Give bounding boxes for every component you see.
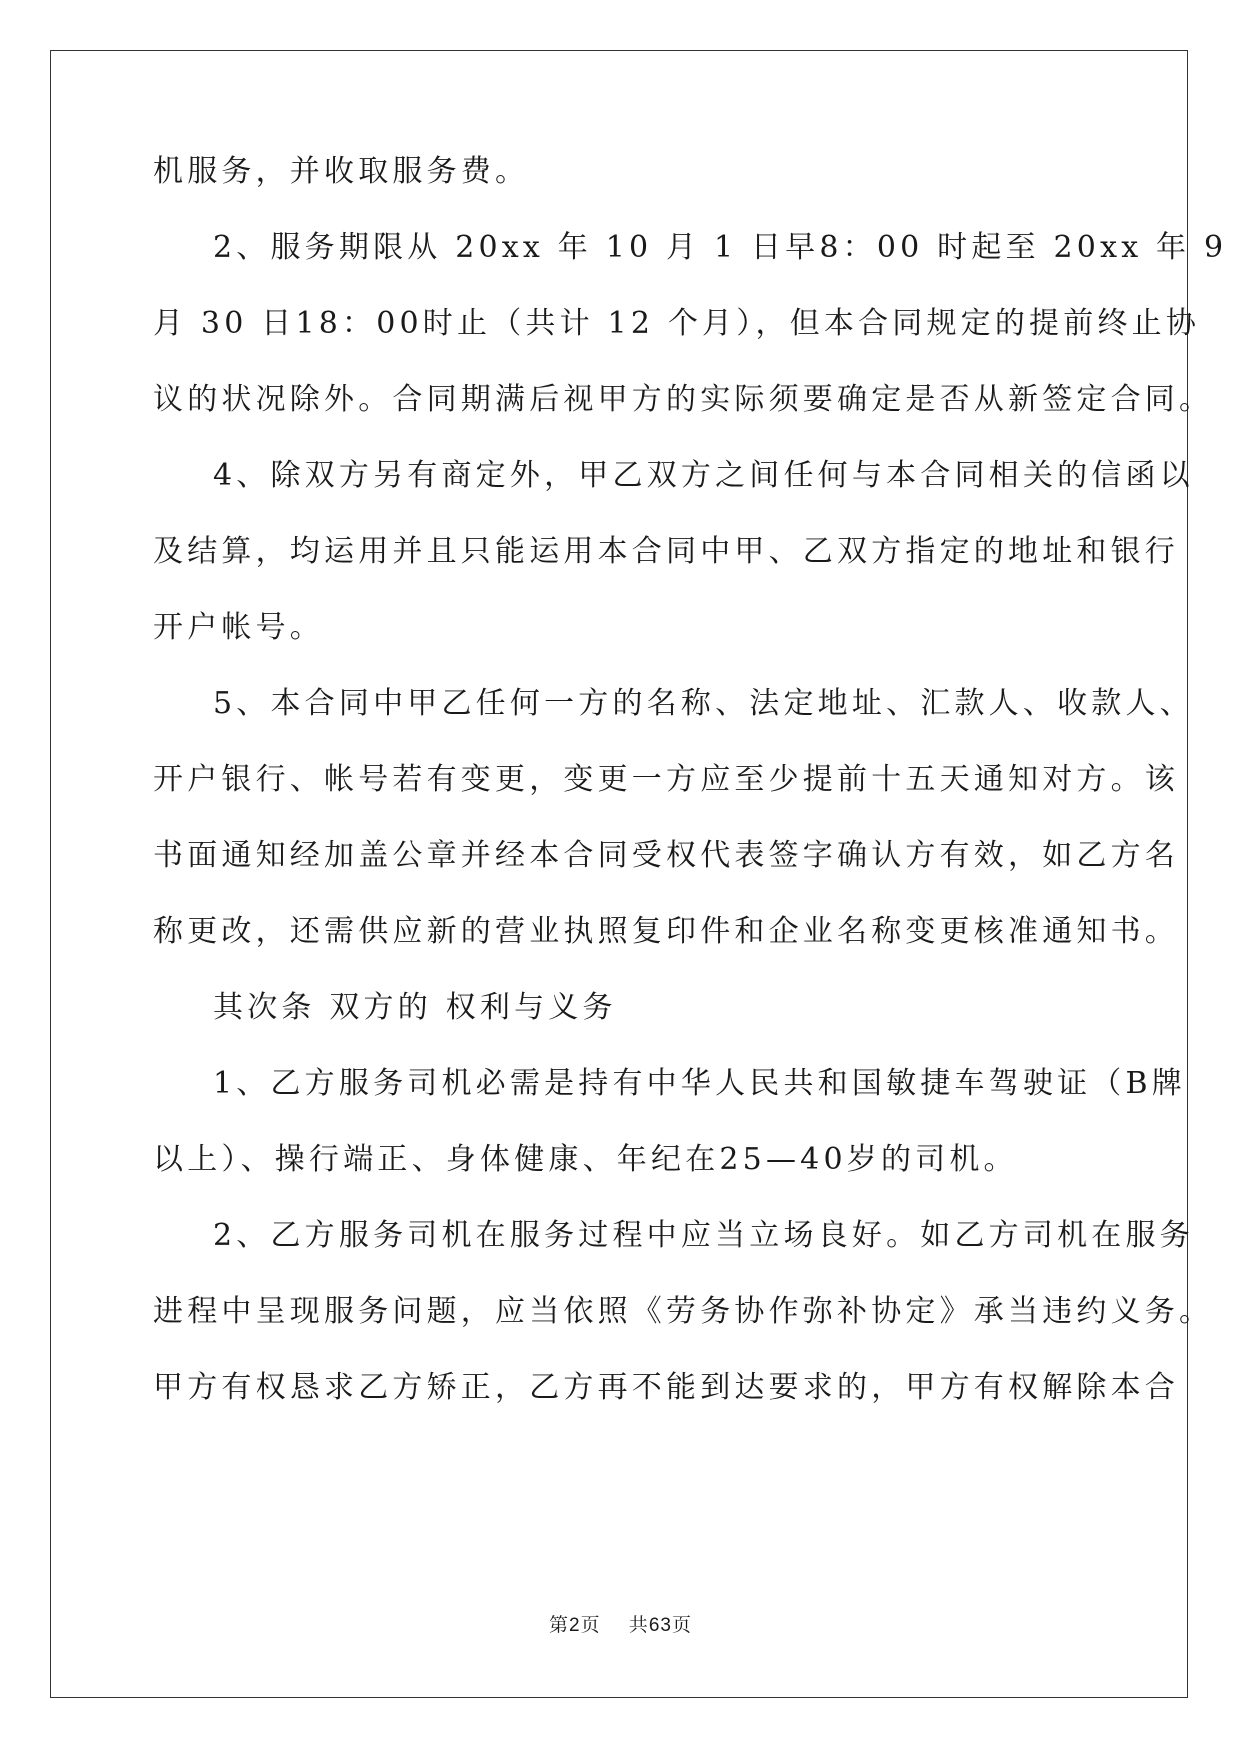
text-line-7: 开户帐号。 (153, 610, 324, 645)
text-line-11: 称更改，还需供应新的营业执照复印件和企业名称变更核准通知书。 (153, 914, 1179, 949)
text-line-1: 机服务，并收取服务费。 (153, 154, 530, 189)
page-footer (0, 1613, 1241, 1638)
total-prefix: 共 (628, 1614, 649, 1636)
total-suffix: 页 (671, 1614, 692, 1636)
text-line-17: 甲方有权恳求乙方矫正，乙方再不能到达要求的，甲方有权解除本合 (153, 1370, 1179, 1405)
text-line-6: 及结算，均运用并且只能运用本合同中甲、乙双方指定的地址和银行 (153, 534, 1179, 569)
text-line-16: 进程中呈现服务问题，应当依照《劳务协作弥补协定》承当违约义务。 (153, 1294, 1214, 1329)
text-line-10: 书面通知经加盖公章并经本合同受权代表签字确认方有效，如乙方名 (153, 838, 1179, 873)
text-line-14: 以上）、操行端正、身体健康、年纪在25—40岁的司机。 (153, 1142, 1018, 1177)
text-line-8: 5、本合同中甲乙任何一方的名称、法定地址、汇款人、收款人、 (213, 686, 1194, 721)
text-line-13: 1、乙方服务司机必需是持有中华人民共和国敏捷车驾驶证（B牌 (213, 1066, 1186, 1101)
text-line-3: 月 30 日18：00时止（共计 12 个月），但本合同规定的提前终止协 (153, 306, 1201, 341)
text-line-15: 2、乙方服务司机在服务过程中应当立场良好。如乙方司机在服务 (213, 1218, 1194, 1253)
section-heading: 其次条 双方的 权利与义务 (213, 990, 617, 1025)
text-line-5: 4、除双方另有商定外，甲乙双方之间任何与本合同相关的信函以 (213, 458, 1194, 493)
page-prefix: 第 (549, 1614, 570, 1636)
text-line-9: 开户银行、帐号若有变更，变更一方应至少提前十五天通知对方。该 (153, 762, 1179, 797)
page-current: 2 (569, 1615, 581, 1636)
text-line-2: 2、服务期限从 20xx 年 10 月 1 日早8：00 时起至 20xx 年 9 (213, 230, 1228, 265)
text-line-4: 议的状况除外。合同期满后视甲方的实际须要确定是否从新签定合同。 (153, 382, 1214, 417)
page-suffix: 页 (580, 1614, 601, 1636)
page-total: 63 (648, 1615, 672, 1636)
